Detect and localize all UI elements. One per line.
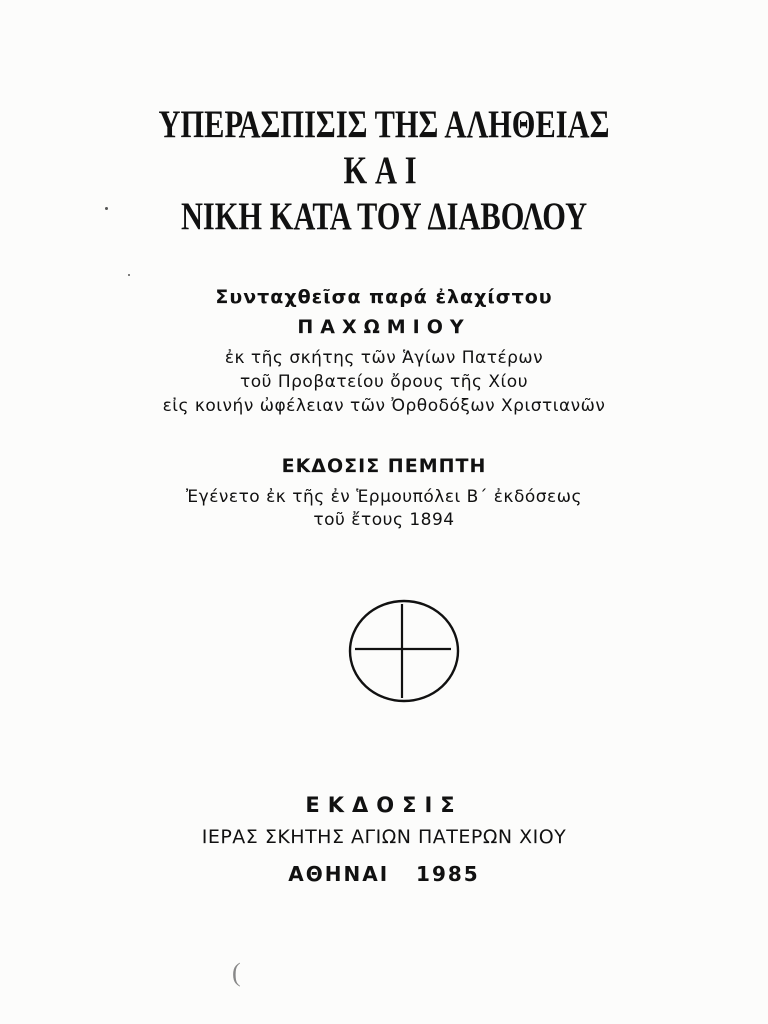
publisher-label: ΕΚΔΟΣΙΣ xyxy=(305,793,463,817)
publisher-place-year: ΑΘΗΝΑΙ 1985 xyxy=(288,862,480,886)
title-line-2: ΚΑΙ xyxy=(343,149,425,192)
description-line-2: τοῦ Προβατείου ὄρους τῆς Χίου xyxy=(239,372,529,392)
title-line-3: ΝΙΚΗ ΚΑΤΑ ΤΟΥ ΔΙΑΒΟΛΟΥ xyxy=(180,195,588,238)
scan-speck xyxy=(128,274,130,276)
edition-label: ΕΚΔΟΣΙΣ ΠΕΜΠΤΗ xyxy=(281,455,487,477)
description-line-1: ἐκ τῆς σκήτης τῶν Ἁγίων Πατέρων xyxy=(224,348,544,368)
circled-cross-icon xyxy=(347,598,461,706)
edition-note-line-1: Ἐγένετο ἐκ τῆς ἐν Ἑρμουπόλει Β΄ ἐκδόσεως xyxy=(186,487,582,507)
stray-mark: ( xyxy=(232,958,241,987)
compiled-by-text: Συνταχθεῖσα παρά ἐλαχίστου xyxy=(215,286,553,308)
scan-speck xyxy=(105,207,108,210)
description-line-3: εἰς κοινήν ὠφέλειαν τῶν Ὀρθοδόξων Χριστιανῶν xyxy=(162,396,606,416)
title-line-1: ΥΠΕΡΑΣΠΙΣΙΣ ΤΗΣ ΑΛΗΘΕΙΑΣ xyxy=(158,103,610,146)
author-name: ΠΑΧΩΜΙΟΥ xyxy=(297,316,471,338)
edition-note-line-2: τοῦ ἔτους 1894 xyxy=(313,510,455,530)
publisher-name: ΙΕΡΑΣ ΣΚΗΤΗΣ ΑΓΙΩΝ ΠΑΤΕΡΩΝ ΧΙΟΥ xyxy=(201,826,567,848)
